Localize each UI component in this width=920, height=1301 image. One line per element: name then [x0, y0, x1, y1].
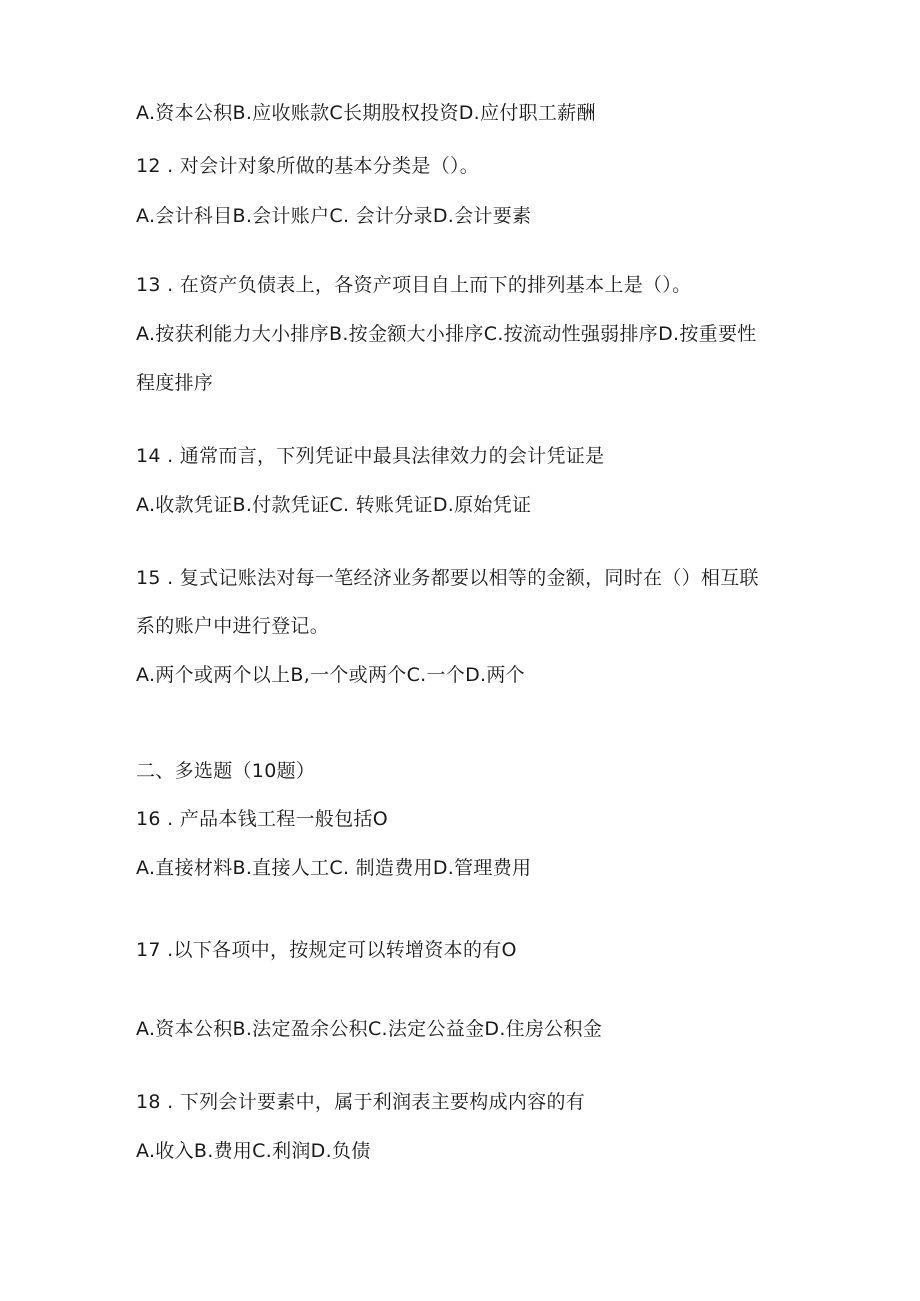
q14-question: 14 . 通常而言，下列凭证中最具法律效力的会计凭证是 [136, 445, 605, 467]
section-heading: 二、多选题（10题） [136, 760, 316, 782]
q14-options: A.收款凭证B.付款凭证C. 转账凭证D.原始凭证 [136, 494, 532, 516]
q13-question: 13 . 在资产负债表上，各资产项目自上而下的排列基本上是（）。 [136, 274, 692, 296]
q13-options-continued: 程度排序 [136, 372, 214, 394]
q12-options: A.会计科目B.会计账户C. 会计分录D.会计要素 [136, 205, 532, 227]
q18-question: 18 . 下列会计要素中，属于利润表主要构成内容的有 [136, 1091, 586, 1113]
q15-question-continued: 系的账户中进行登记。 [136, 615, 330, 637]
q17-question: 17 .以下各项中，按规定可以转增资本的有O [136, 939, 517, 961]
q15-question: 15 . 复式记账法对每一笔经济业务都要以相等的金额，同时在（）相互联 [136, 567, 759, 589]
q18-options: A.收入B.费用C.利润D.负债 [136, 1140, 371, 1162]
q16-options: A.直接材料B.直接人工C. 制造费用D.管理费用 [136, 857, 532, 879]
q15-options: A.两个或两个以上B,一个或两个C.一个D.两个 [136, 664, 525, 686]
q12-question: 12 . 对会计对象所做的基本分类是（）。 [136, 155, 480, 177]
q16-question: 16 . 产品本钱工程一般包括O [136, 808, 389, 830]
q17-options: A.资本公积B.法定盈余公积C.法定公益金D.住房公积金 [136, 1018, 603, 1040]
q11-options: A.资本公积B.应收账款C长期股权投资D.应付职工薪酬 [136, 102, 596, 124]
q13-options: A.按获利能力大小排序B.按金额大小排序C.按流动性强弱排序D.按重要性 [136, 323, 757, 345]
